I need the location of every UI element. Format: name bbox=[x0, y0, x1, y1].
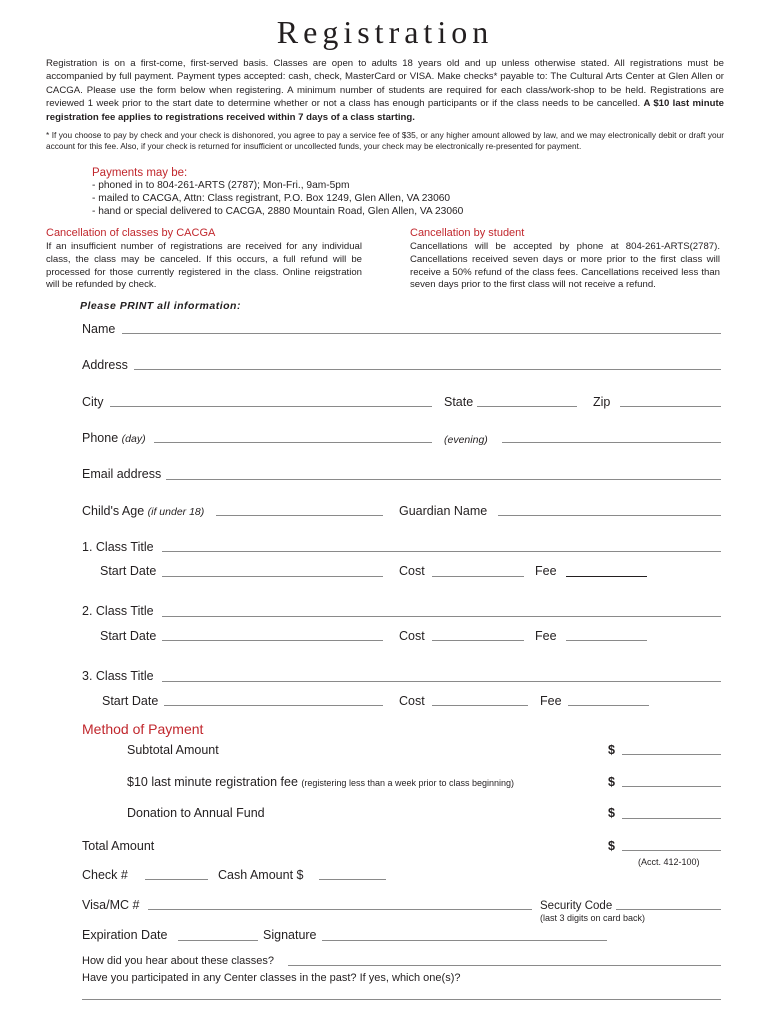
child-age-field[interactable] bbox=[216, 515, 383, 516]
late-fee-note: (registering less than a week prior to class beginning) bbox=[301, 778, 515, 788]
security-code-label: Security Code bbox=[540, 900, 613, 912]
guardian-field[interactable] bbox=[498, 515, 721, 516]
class-3-fee-field[interactable] bbox=[568, 705, 649, 706]
payment-line: - hand or special delivered to CACGA, 2880 Mountain Road, Glen Allen, VA 23060 bbox=[92, 206, 464, 217]
payment-line: - mailed to CACGA, Attn: Class registrant, P.O. Box 1249, Glen Allen, VA 23060 bbox=[92, 193, 451, 204]
expiration-field[interactable] bbox=[178, 940, 258, 941]
late-fee-dollar-sign: $ bbox=[608, 775, 615, 789]
class-3-start-label: Start Date bbox=[102, 694, 159, 708]
cash-field[interactable] bbox=[319, 879, 386, 880]
class-2-cost-label: Cost bbox=[399, 629, 425, 643]
state-label: State bbox=[444, 395, 474, 409]
subtotal-label: Subtotal Amount bbox=[127, 743, 219, 757]
expiration-label: Expiration Date bbox=[82, 928, 168, 942]
phone-day-label: (day) bbox=[121, 433, 146, 445]
class-2-fee-field[interactable] bbox=[566, 640, 647, 641]
email-label: Email address bbox=[82, 467, 162, 481]
city-label: City bbox=[82, 395, 104, 409]
intro-paragraph bbox=[46, 57, 724, 124]
class-1-start-field[interactable] bbox=[162, 576, 383, 577]
print-instruction: Please PRINT all information: bbox=[80, 300, 241, 312]
class-1-fee-label: Fee bbox=[535, 564, 557, 578]
page-title: Registration bbox=[276, 14, 494, 50]
cancel-student-heading: Cancellation by student bbox=[410, 227, 525, 239]
phone-day-field[interactable] bbox=[154, 442, 432, 443]
donation-dollar-sign: $ bbox=[608, 806, 615, 820]
check-field[interactable] bbox=[145, 879, 208, 880]
class-2-start-field[interactable] bbox=[162, 640, 383, 641]
guardian-label: Guardian Name bbox=[399, 504, 488, 518]
class-3-cost-field[interactable] bbox=[432, 705, 528, 706]
class-1-start-label: Start Date bbox=[100, 564, 157, 578]
class-1-title-label: 1. Class Title bbox=[82, 540, 154, 554]
security-code-note: (last 3 digits on card back) bbox=[540, 913, 646, 923]
intro-bold-notice: A $10 last minute registration fee applies to registrations received within 7 days of a class starting. bbox=[46, 98, 724, 123]
past-classes-field[interactable] bbox=[82, 999, 721, 1000]
hear-field[interactable] bbox=[288, 965, 721, 966]
cancel-cacga-heading: Cancellation of classes by CACGA bbox=[46, 227, 216, 239]
phone-evening-field[interactable] bbox=[502, 442, 721, 443]
class-1-cost-label: Cost bbox=[399, 564, 425, 578]
class-2-cost-field[interactable] bbox=[432, 640, 524, 641]
class-3-start-field[interactable] bbox=[164, 705, 383, 706]
late-fee-field[interactable] bbox=[622, 786, 721, 787]
class-3-cost-label: Cost bbox=[399, 694, 425, 708]
total-field[interactable] bbox=[622, 850, 721, 851]
cash-label: Cash Amount $ bbox=[218, 868, 304, 882]
donation-label: Donation to Annual Fund bbox=[127, 806, 265, 820]
past-classes-question: Have you participated in any Center classes in the past? If yes, which one(s)? bbox=[82, 972, 461, 984]
class-1-title-field[interactable] bbox=[162, 551, 721, 552]
total-label: Total Amount bbox=[82, 839, 155, 853]
class-2-start-label: Start Date bbox=[100, 629, 157, 643]
check-footnote: * If you choose to pay by check and your check is dishonored, you agree to pay a service fee of $35, or any higher amount allowed by law, and we may electronically debit or draft your account for this fee. Also, if your check is returned for insufficient or uncollected funds, your check may be electronically re-presented for payment. bbox=[46, 130, 724, 152]
class-1-fee-field[interactable] bbox=[566, 576, 647, 577]
method-of-payment-heading: Method of Payment bbox=[82, 721, 204, 737]
class-2-title-label: 2. Class Title bbox=[82, 604, 154, 618]
check-label: Check # bbox=[82, 868, 128, 882]
city-field[interactable] bbox=[110, 406, 432, 407]
class-2-title-field[interactable] bbox=[162, 616, 721, 617]
zip-label: Zip bbox=[593, 395, 611, 409]
address-field[interactable] bbox=[134, 369, 721, 370]
late-fee-label: $10 last minute registration fee bbox=[127, 775, 298, 789]
visa-label: Visa/MC # bbox=[82, 898, 140, 912]
class-2-fee-label: Fee bbox=[535, 629, 557, 643]
signature-label: Signature bbox=[263, 928, 317, 942]
phone-label: Phone bbox=[82, 431, 119, 445]
hear-question: How did you hear about these classes? bbox=[82, 955, 275, 967]
class-3-title-field[interactable] bbox=[162, 681, 721, 682]
intro-text: Registration is on a first-come, first-served basis. Classes are open to adults 18 years old and up unless otherwise stated. All registrations must be accompanied by full payment. Payment types accepted: cash, check, MasterCard or VISA. Make checks* payable to: The Cultural Arts Center at Glen Allen or CACGA. Please use the form below when registering. A minimum number of students are required for each class/work-shop to be held. Registrations are reviewed 1 week prior to the start date to determine whether or not a class has enough participants or if the class needs to be cancelled. bbox=[46, 58, 724, 110]
child-age-label: Child's Age bbox=[82, 504, 145, 518]
class-1-cost-field[interactable] bbox=[432, 576, 524, 577]
email-field[interactable] bbox=[166, 479, 721, 480]
cancel-student-text: Cancellations will be accepted by phone at 804-261-ARTS(2787). Cancellations received seven days or more prior to the first class will receive a 50% refund of the class fees. Cancellations received less than seven days prior to the first class will not receive a refund. bbox=[410, 241, 720, 291]
child-age-note: (if under 18) bbox=[147, 506, 205, 518]
subtotal-dollar-sign: $ bbox=[608, 743, 615, 757]
payments-heading: Payments may be: bbox=[92, 167, 188, 179]
card-number-field[interactable] bbox=[148, 909, 532, 910]
total-dollar-sign: $ bbox=[608, 839, 615, 853]
cancel-cacga-text: If an insufficient number of registrations are received for any individual class, the class may be canceled. If this occurs, a full refund will be processed for those currently registered in the class. Online reigstration will be refunded by check. bbox=[46, 241, 362, 291]
phone-evening-label: (evening) bbox=[444, 434, 488, 446]
state-field[interactable] bbox=[477, 406, 577, 407]
address-label: Address bbox=[82, 358, 128, 372]
class-3-title-label: 3. Class Title bbox=[82, 669, 154, 683]
class-3-fee-label: Fee bbox=[540, 694, 562, 708]
donation-field[interactable] bbox=[622, 818, 721, 819]
security-code-field[interactable] bbox=[616, 909, 721, 910]
signature-field[interactable] bbox=[322, 940, 607, 941]
subtotal-field[interactable] bbox=[622, 754, 721, 755]
name-field[interactable] bbox=[122, 333, 721, 334]
name-label: Name bbox=[82, 322, 116, 336]
payment-line: - phoned in to 804-261-ARTS (2787); Mon-Fri., 9am-5pm bbox=[92, 180, 350, 191]
account-number: (Acct. 412-100) bbox=[638, 857, 700, 867]
zip-field[interactable] bbox=[620, 406, 721, 407]
